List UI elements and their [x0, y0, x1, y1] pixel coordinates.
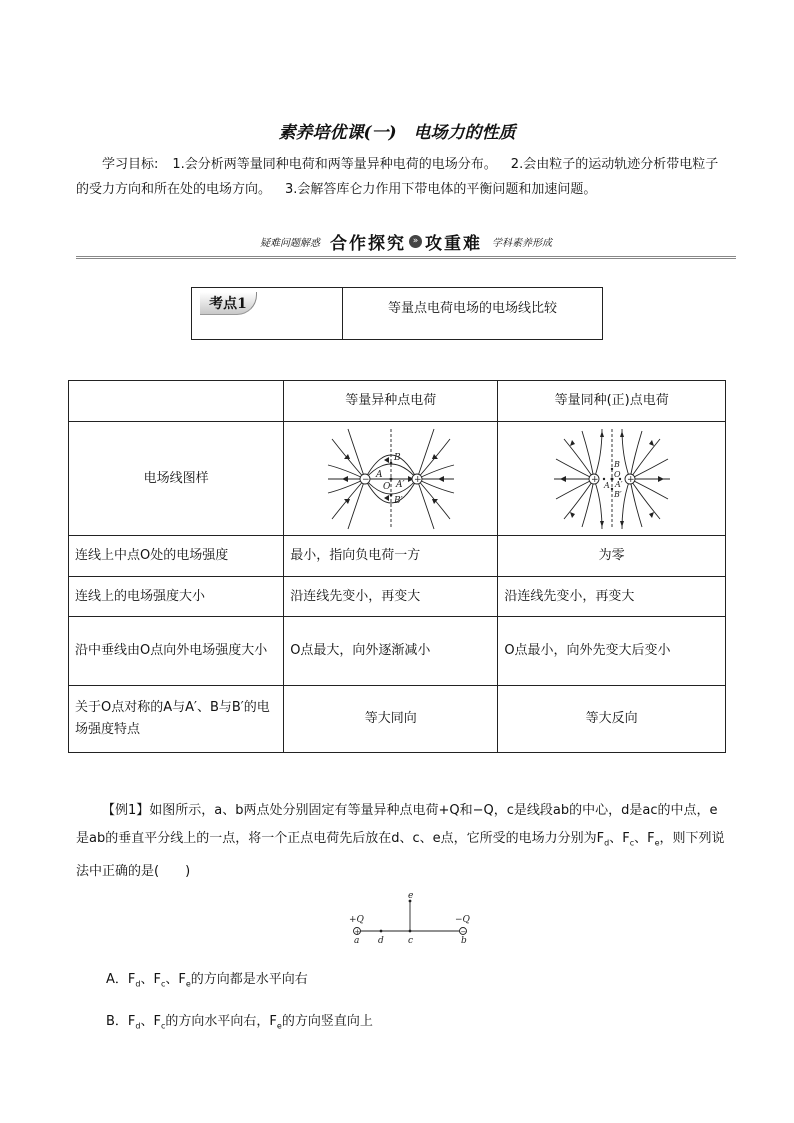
table-cell: 沿连线先变小，再变大 [498, 577, 726, 617]
figure-label-minus-q: −Q [455, 915, 470, 925]
table-header-cell: 等量同种(正)点电荷 [498, 381, 726, 422]
example-question: 【例1】如图所示，a、b两点处分别固定有等量异种点电荷+Q和−Q，c是线段ab的中心，d是ac的中点，e是ab的垂直平分线上的一点，将一个正点电荷先后放在d、c、e点，它所受的电场力分别为$F_d$、$F_c$、$F_e$，则下列说法中正确的是( ) [76, 803, 725, 879]
diagram-label-A-prime: A′ [395, 479, 405, 490]
table-cell: O点最小，向外先变大后变小 [498, 617, 726, 686]
topic-label: 考点1 [200, 292, 257, 315]
example-tag: 【例1】 [102, 803, 150, 818]
learning-objectives [76, 152, 724, 202]
diagram-plus-sign: + [590, 474, 599, 485]
figure-minus-sign: − [460, 928, 467, 936]
topic-box [191, 287, 603, 340]
table-row [69, 686, 726, 753]
example-text: ，则下列说法中正确的是( ) [76, 831, 725, 879]
section-banner [76, 226, 736, 259]
diagram-label-B: B [393, 452, 401, 463]
opposite-charges-field-diagram [326, 427, 456, 531]
diagram-label-A: A [603, 480, 610, 490]
table-row [69, 617, 726, 686]
figure-label-e: e [408, 892, 414, 901]
row-label: 连线上中点O处的电场强度 [69, 536, 284, 577]
option-prefix: B． [106, 1014, 128, 1029]
table-cell: 等大同向 [284, 686, 498, 753]
topic-label-cell [192, 288, 343, 339]
opposite-charges-diagram-cell [284, 422, 498, 536]
diagram-label-B: B [613, 459, 620, 469]
diagram-minus-sign: − [361, 474, 370, 485]
row-label: 连线上的电场强度大小 [69, 577, 284, 617]
page-title: 素养培优课(一) 电场力的性质 [278, 123, 516, 143]
arrow-circle-icon: » [409, 235, 422, 248]
table-cell: 沿连线先变小，再变大 [284, 577, 498, 617]
row-label: 关于O点对称的A与A′、B与B′的电场强度特点 [69, 686, 284, 753]
example-text: 如图所示，a、b两点处分别固定有等量异种点电荷+Q和−Q，c是线段ab的中心，d是ac的中点，e是ab的垂直平分线上的一点，将一个正点电荷先后放在d、c、e点，它所受的电场力分别为 [76, 803, 718, 846]
diagram-label-O: O [382, 481, 391, 492]
option-text: 的方向竖直向上 [281, 1014, 373, 1029]
table-cell: O点最大，向外逐渐减小 [284, 617, 498, 686]
diagram-label-A: A [375, 469, 383, 480]
row-label: 沿中垂线由O点向外电场强度大小 [69, 617, 284, 686]
diagram-plus-sign: + [413, 474, 422, 485]
banner-right-text: 学科素养形成 [492, 237, 552, 249]
diagram-label-B-prime: B′ [613, 489, 622, 499]
table-cell: 等大反向 [498, 686, 726, 753]
topic-title: 等量点电荷电场的电场线比较 [387, 301, 557, 316]
same-charges-field-diagram [552, 427, 672, 531]
banner-main-text-2: 攻重难 [425, 233, 482, 254]
diagram-label-O: O [613, 469, 621, 479]
figure-label-a: a [354, 936, 360, 946]
same-charges-diagram-cell [498, 422, 726, 536]
objective-item: 2.会由粒子的运动轨迹分析带电粒子的受力方向和所在处的电场方向。 [76, 157, 719, 197]
diagram-label-B-prime: B′ [393, 495, 403, 506]
objective-item: 1.会分析两等量同种电荷和两等量异种电荷的电场分布。 [172, 157, 497, 172]
table-row [69, 577, 726, 617]
row-label: 电场线图样 [69, 422, 284, 536]
figure-label-b: b [461, 936, 467, 946]
comparison-table [68, 380, 726, 753]
figure-label-plus-q: +Q [349, 915, 364, 925]
table-header-row [69, 381, 726, 422]
banner-main-text-1: 合作探究 [330, 233, 406, 254]
objective-item: 3.会解答库仑力作用下带电体的平衡问题和加速问题。 [285, 182, 597, 197]
option-b[interactable]: B．$F_d$、$F_c$的方向水平向右，$F_e$的方向竖直向上 [106, 1014, 373, 1031]
option-prefix: A． [106, 972, 128, 987]
figure-label-c: c [408, 936, 414, 946]
option-a[interactable]: A．$F_d$、$F_c$、$F_e$的方向都是水平向右 [106, 972, 308, 989]
table-cell: 为零 [498, 536, 726, 577]
table-header-cell: 等量异种点电荷 [284, 381, 498, 422]
table-row [69, 422, 726, 536]
table-header-cell [69, 381, 284, 422]
table-cell: 最小，指向负电荷一方 [284, 536, 498, 577]
objectives-label: 学习目标: [102, 157, 159, 172]
option-text: 的方向都是水平向右 [190, 972, 308, 987]
option-text: 的方向水平向右， [165, 1014, 270, 1029]
figure-plus-sign: + [354, 928, 361, 936]
diagram-label-A-prime: A′ [614, 479, 623, 489]
charges-figure [345, 892, 475, 946]
figure-label-d: d [378, 936, 384, 946]
diagram-plus-sign: + [626, 474, 635, 485]
banner-left-text: 疑难问题解惑 [260, 237, 320, 249]
table-row [69, 536, 726, 577]
